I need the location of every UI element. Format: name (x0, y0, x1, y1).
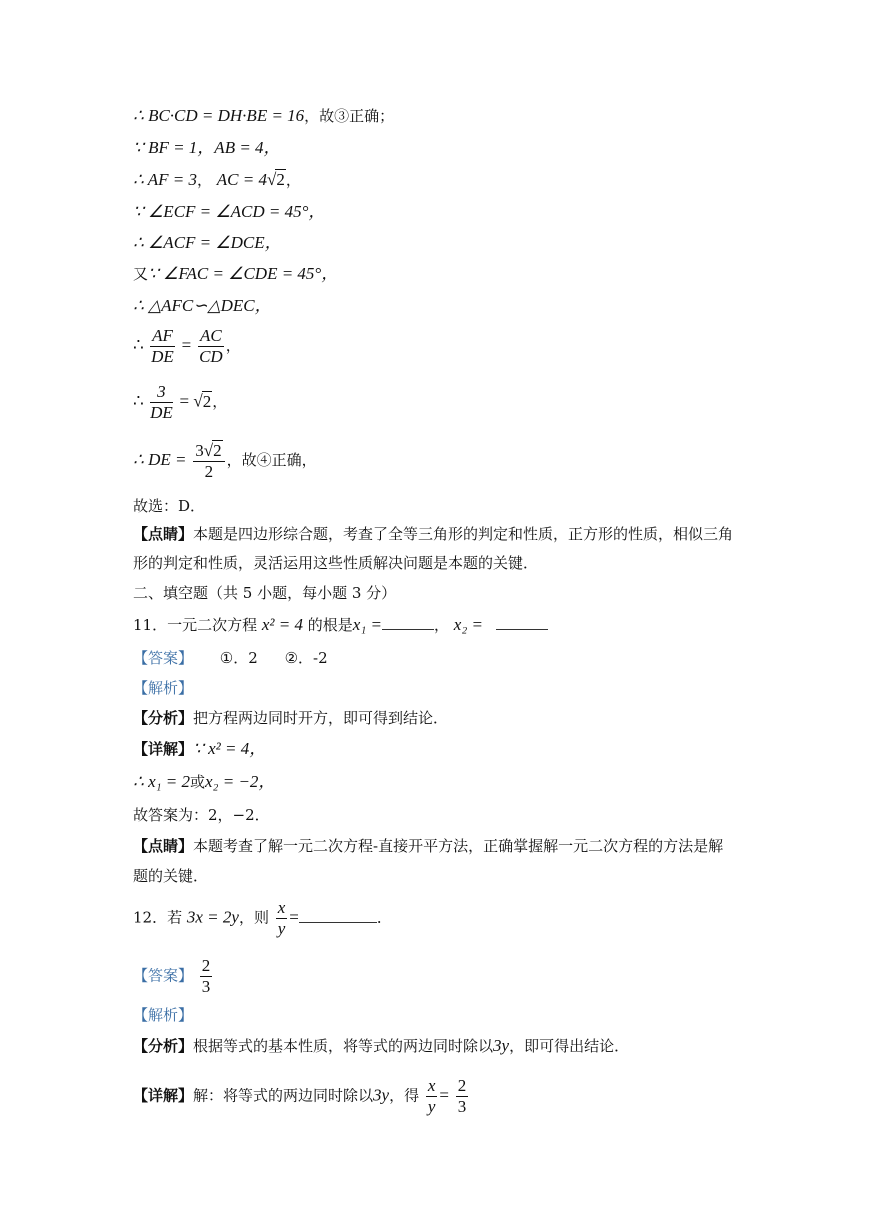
expr: ∵ ∠ECF = ∠ACD = 45°， (133, 202, 326, 221)
fraction: $\frac{2}{3}$ (201, 956, 211, 996)
answer-value: ①．2 (219, 649, 258, 667)
line-ecf-acd (133, 202, 325, 222)
text: 或 (190, 773, 206, 791)
line-choice (133, 496, 205, 516)
tag: 【分析】 (133, 1037, 194, 1055)
line-ratio-2: ∴ $\frac{3}{DE}$ = √2， (133, 382, 228, 422)
answer-11 (133, 648, 328, 668)
line-dianjing-2 (133, 553, 538, 573)
answer-blank (382, 615, 434, 630)
text: 根据等式的基本性质，将等式的两边同时除以 (193, 1037, 494, 1055)
text: 故答案为：2，−2． (133, 806, 270, 824)
expr: 3y (373, 1085, 390, 1105)
text: 本题考查了解一元二次方程-直接开平方法，正确掌握解一元二次方程的方法是解 (193, 837, 724, 855)
text: 题的关键． (133, 867, 209, 885)
expr: ∵ BF = 1，AB = 4， (133, 138, 281, 157)
text: 把方程两边同时开方，即可得到结论． (193, 709, 449, 727)
fraction: $\frac{3√2}{2}$ (193, 440, 224, 482)
line-af-ac: ∴ AF = 3， AC = 4√2， (133, 170, 301, 189)
line-ratio-1: ∴ $\frac{AF}{DE}$ = $\frac{AC}{CD}$ ， (133, 326, 241, 366)
fraction: $\frac{x}{y}$ (427, 1076, 436, 1116)
tag: 【详解】 (133, 1086, 194, 1105)
expr: ∴ BC·CD = DH·BE = 16 (133, 106, 305, 125)
expr: ∴ ∠ACF = ∠DCE， (133, 233, 282, 252)
expr: x₂ = (453, 615, 483, 634)
answer-12 (133, 956, 214, 997)
tag: 【点睛】 (133, 837, 194, 855)
fraction: $\frac{AC}{CD}$ (199, 326, 223, 366)
text: 的根是 (307, 616, 353, 634)
tag: 【答案】 (133, 649, 194, 667)
text: 12．若 (133, 908, 183, 927)
text: 本题是四边形综合题，考查了全等三角形的判定和性质，正方形的性质，相似三角 (193, 525, 734, 543)
text: 故选：D． (133, 497, 206, 515)
xiangjie-12: 【详解】解：将等式的两边同时除以3y，得 $\frac{x}{y}$ = $\frac{2}{3}$ (133, 1076, 467, 1116)
section-heading (133, 583, 396, 603)
line-acf-dce (133, 233, 282, 253)
fraction: $\frac{2}{3}$ (457, 1076, 467, 1116)
expr: ∴ △AFC∽△DEC， (133, 296, 272, 315)
text: ，得 (389, 1086, 420, 1105)
analysis-tag-11 (133, 678, 193, 698)
text: ，故③正确； (304, 107, 395, 125)
text: ，即可得出结论． (509, 1037, 630, 1055)
expr: x² = 4 (261, 615, 303, 634)
text: 11．一元二次方程 (133, 616, 258, 634)
text: 又 (133, 265, 149, 283)
question-12: 12．若 3x = 2y，则 $\frac{x}{y}$ = ． (133, 898, 392, 938)
answer-value: ②．-2 (284, 649, 328, 667)
text: ，则 (238, 908, 269, 927)
expr: ∵ x² = 4， (193, 739, 267, 758)
fenxi-11 (133, 708, 448, 728)
tag: 【点睛】 (133, 525, 194, 543)
expr: ∵ ∠FAC = ∠CDE = 45°， (148, 264, 339, 283)
tag: 【解析】 (133, 1006, 194, 1024)
text: 解：将等式的两边同时除以 (193, 1086, 374, 1105)
question-11: 11．一元二次方程 x² = 4 的根是x₁ = ， x₂ = (133, 615, 548, 635)
tag: 【详解】 (133, 740, 194, 758)
fenxi-12 (133, 1036, 629, 1056)
expr: AC = 4 (216, 170, 267, 189)
expr: ∴ AF = 3 (133, 170, 197, 189)
radicand: 2 (276, 170, 285, 189)
tag: 【答案】 (133, 966, 194, 985)
tag: 【分析】 (133, 709, 194, 727)
fraction: $\frac{x}{y}$ (277, 898, 286, 938)
answer-blank (299, 908, 377, 923)
expr: x₂ = −2， (205, 772, 276, 791)
line-bc-cd (133, 106, 394, 126)
line-de-result: ∴ DE = $\frac{3√2}{2}$ ，故④正确， (133, 441, 317, 481)
expr: 3y (493, 1036, 510, 1055)
line-dianjing-1 (133, 524, 733, 544)
answer-blank (496, 615, 548, 630)
answer-line-11 (133, 805, 270, 825)
dianjing-11-1 (133, 836, 723, 856)
text: ，故④正确， (226, 451, 317, 469)
xiangjie-11 (133, 739, 266, 759)
text: 二、填空题（共 5 小题，每小题 3 分） (133, 584, 397, 602)
fraction: $\frac{AF}{DE}$ (151, 326, 174, 366)
expr: x₁ = (352, 615, 382, 634)
line-fac-cde (133, 264, 338, 284)
text: 形的判定和性质，灵活运用这些性质解决问题是本题的关键． (133, 554, 539, 572)
expr: ∴ x₁ = 2 (133, 772, 190, 791)
dianjing-11-2 (133, 866, 208, 886)
line-bf-ab (133, 138, 281, 158)
radicand: 2 (202, 391, 212, 411)
expr: 3x = 2y (186, 907, 239, 927)
tag: 【解析】 (133, 679, 194, 697)
line-similar (133, 296, 272, 316)
analysis-tag-12 (133, 1005, 193, 1025)
xiangjie-11-roots (133, 772, 275, 792)
fraction: $\frac{3}{DE}$ (150, 382, 173, 422)
